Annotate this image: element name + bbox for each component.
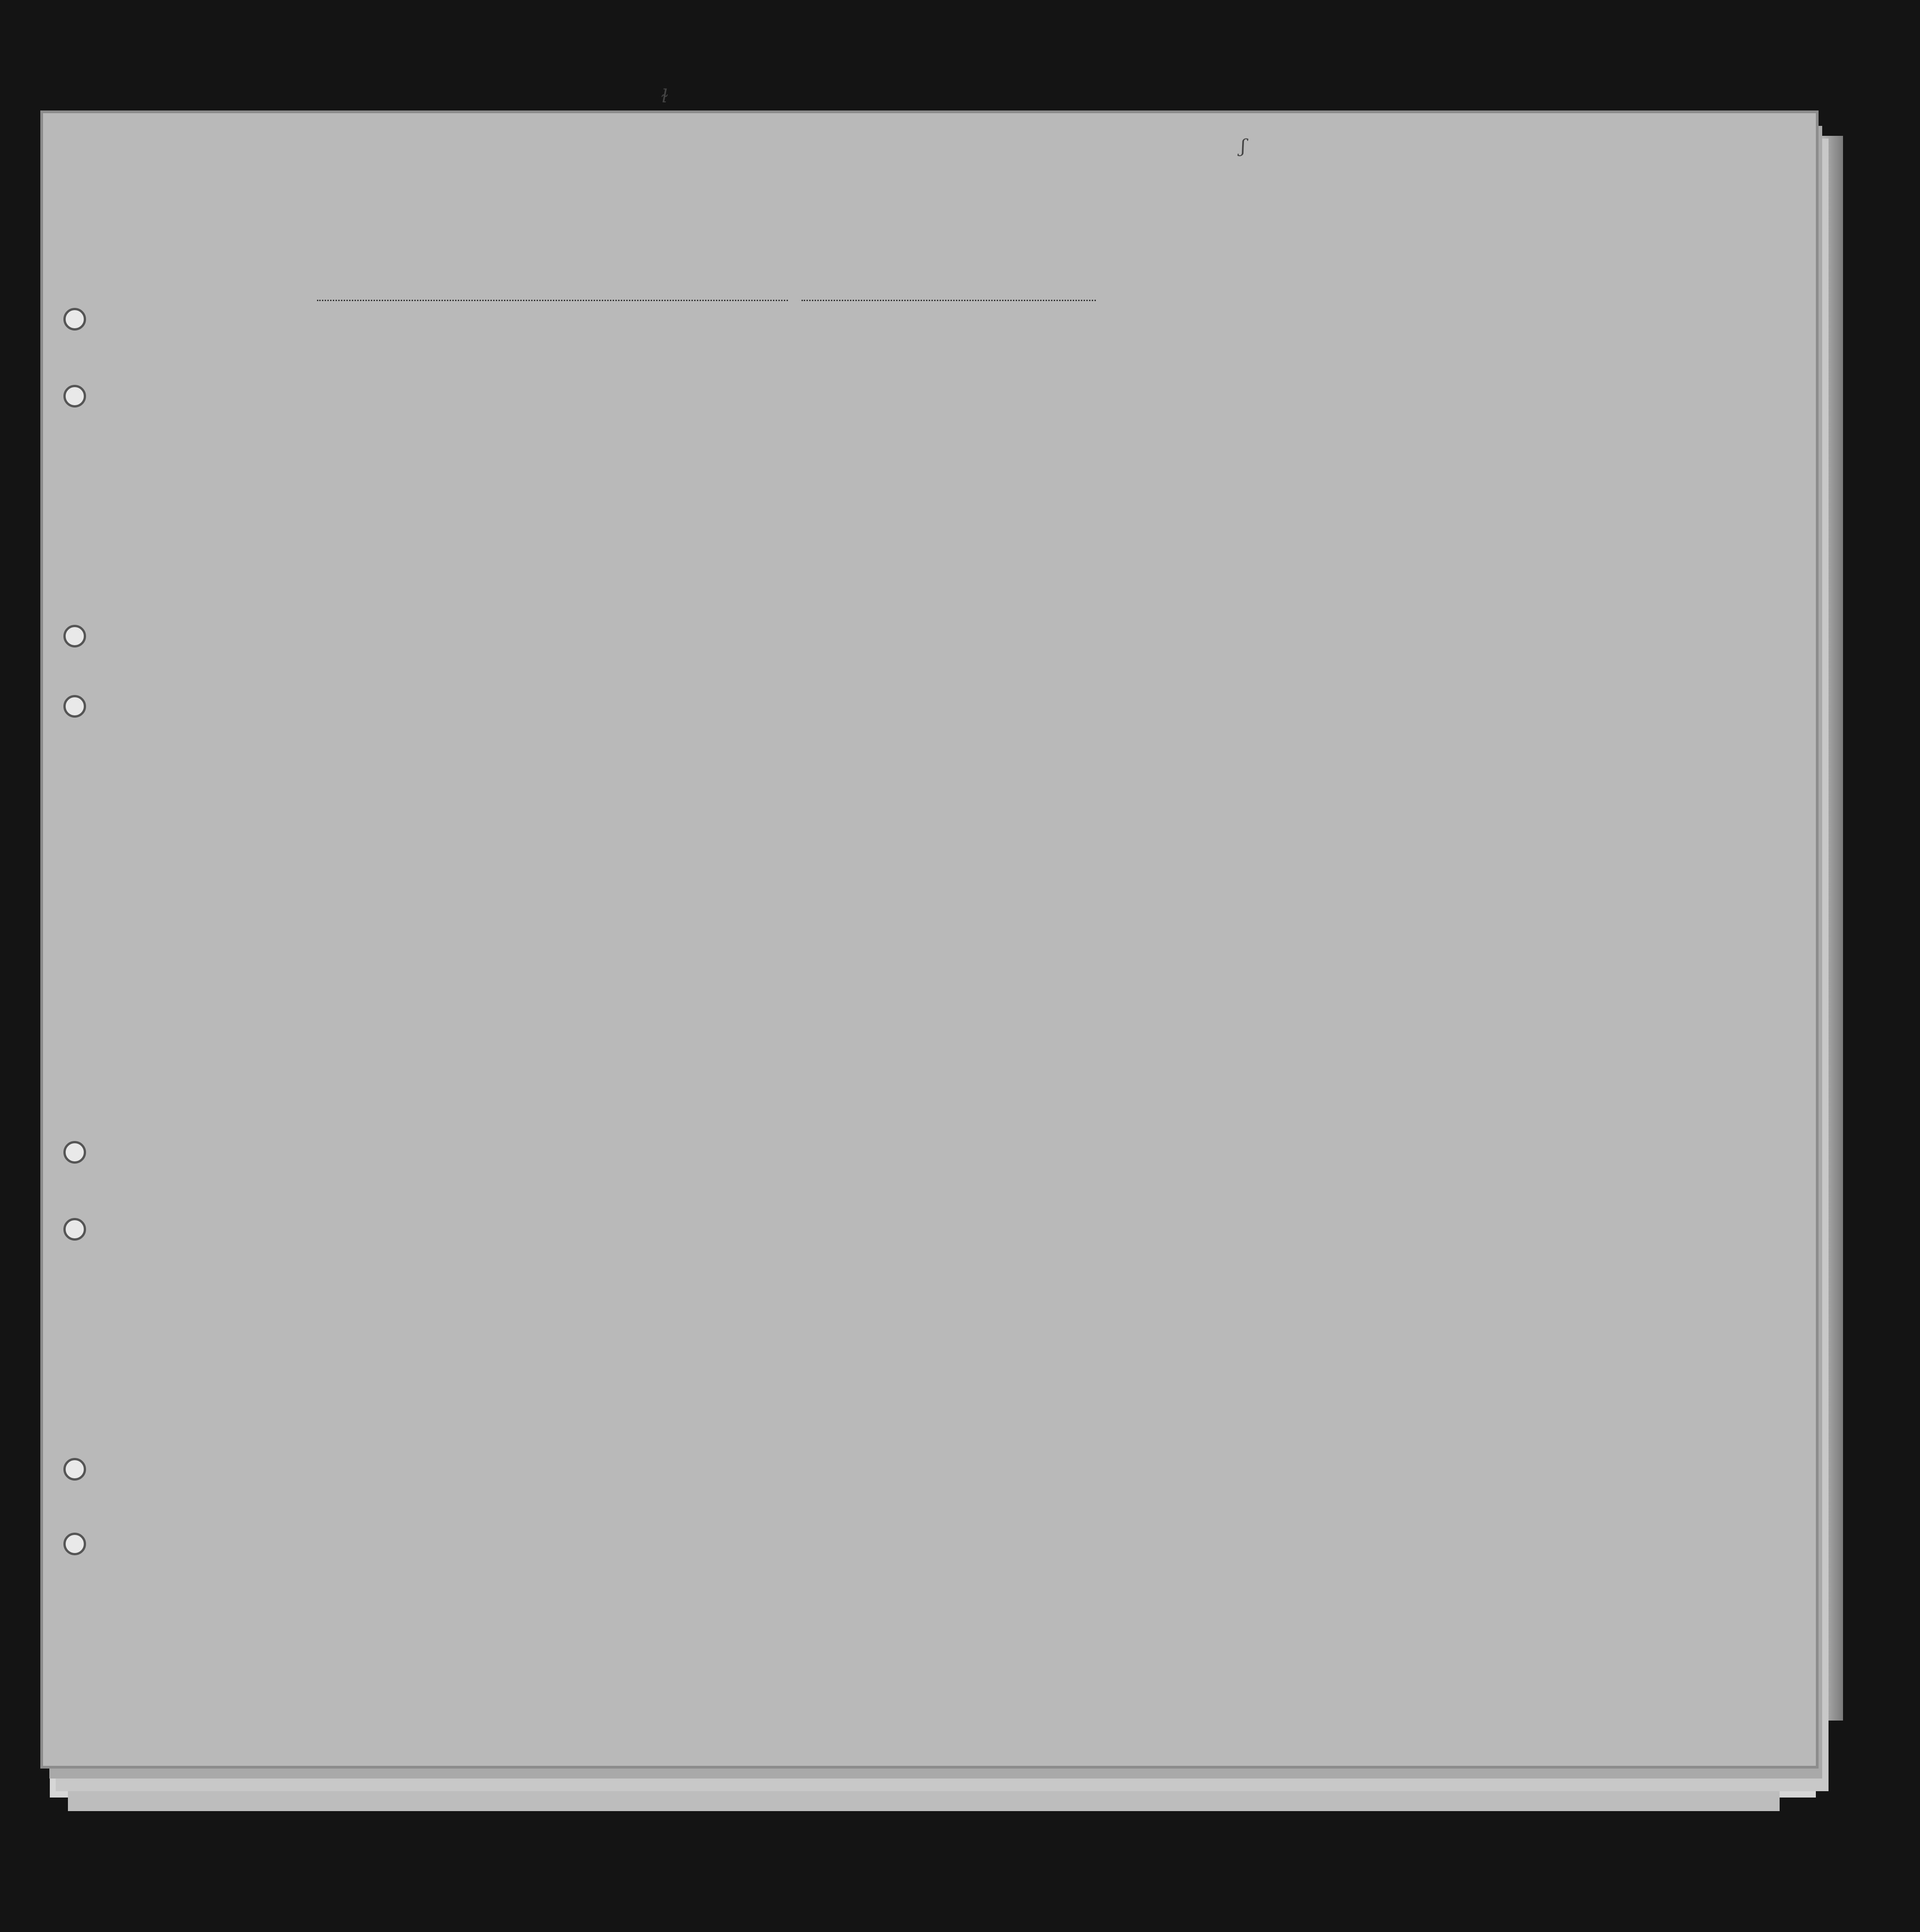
binder-hole <box>63 1141 86 1164</box>
date-line <box>802 300 1096 301</box>
binder-hole <box>63 1458 86 1481</box>
binder-hole <box>63 1533 86 1555</box>
port-line <box>317 300 788 301</box>
stray-mark: ɫ <box>661 86 668 107</box>
binder-hole <box>63 695 86 718</box>
stray-mark-2: ʃ <box>1241 136 1246 157</box>
binder-hole <box>63 308 86 331</box>
binder-hole <box>63 1218 86 1241</box>
binder-hole <box>63 385 86 407</box>
binder-hole <box>63 625 86 647</box>
